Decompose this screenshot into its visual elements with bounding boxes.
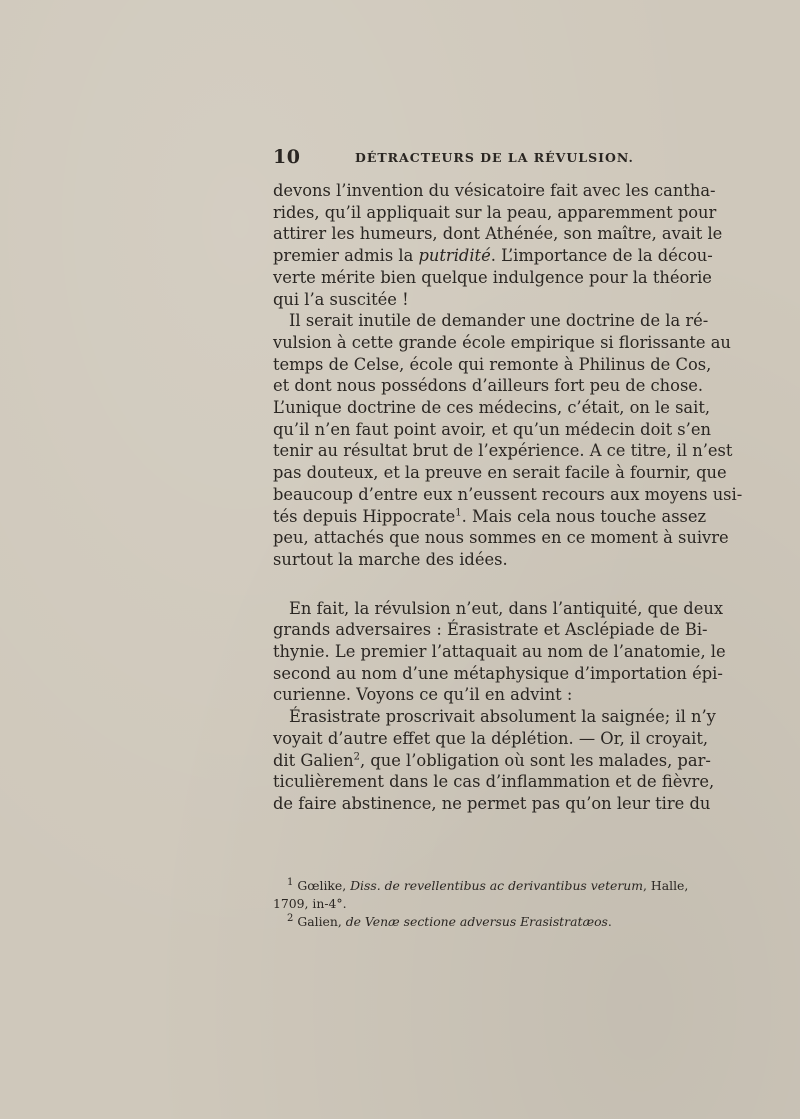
text-line: tenir au résultat brut de l’expérience. A ce titre, il n’est <box>273 441 733 461</box>
paragraph-2 <box>273 310 743 570</box>
text-line: voyait d’autre effet que la déplétion. — Or, il croyait, <box>273 728 709 748</box>
paragraph-4 <box>273 706 716 815</box>
text-fragment: . L’importance de la décou- <box>490 246 713 266</box>
text-line: peu, attachés que nous sommes en ce moment à suivre <box>273 528 729 548</box>
text-fragment: dit Galien <box>273 750 354 770</box>
text-line <box>273 506 707 528</box>
paragraph-1 <box>273 180 723 310</box>
text-line <box>273 245 713 267</box>
footnote-title: Diss. de revellentibus ac derivantibus veterum <box>350 878 644 893</box>
text-line: qu’il n’en faut point avoir, et qu’un médecin doit s’en <box>273 419 711 439</box>
text-line: curienne. Voyons ce qu’il en advint : <box>273 685 573 705</box>
paragraph-3 <box>273 598 726 707</box>
body-text <box>273 180 743 815</box>
text-line: beaucoup d’entre eux n’eussent recours aux moyens usi- <box>273 484 743 504</box>
footnote-ref-1[interactable]: 1 <box>455 507 462 519</box>
footnote-author: Gœlike, <box>297 878 351 893</box>
text-line: attirer les humeurs, dont Athénée, son maître, avait le <box>273 224 723 244</box>
text-line: ticulièrement dans le cas d’inflammation et de fièvre, <box>273 772 715 792</box>
footnote-text: , Halle, <box>643 878 689 893</box>
text-fragment: , que l’obligation où sont les malades, par- <box>359 750 711 770</box>
text-line: Il serait inutile de demander une doctrine de la ré- <box>289 311 709 331</box>
text-line: thynie. Le premier l’attaquait au nom de l’anatomie, le <box>273 642 726 662</box>
text-line: vulsion à cette grande école empirique si florissante au <box>273 332 731 352</box>
text-line: rides, qu’il appliquait sur la peau, apparemment pour <box>273 202 717 222</box>
text-fragment: tés depuis Hippocrate <box>273 506 456 526</box>
text-line: qui l’a suscitée ! <box>273 289 409 309</box>
text-line: pas douteux, et la preuve en serait facile à fournir, que <box>273 463 727 483</box>
footnotes <box>273 876 689 931</box>
footnote-marker: 2 <box>287 912 294 924</box>
text-fragment: premier admis la <box>273 246 419 266</box>
text-line: second au nom d’une métaphysique d’importation épi- <box>273 663 723 683</box>
footnote-text: . <box>607 914 612 929</box>
text-fragment: . Mais cela nous touche assez <box>461 506 707 526</box>
text-line: En fait, la révulsion n’eut, dans l’antiquité, que deux <box>289 598 724 618</box>
footnote-author: Galien, <box>297 914 346 929</box>
text-line: de faire abstinence, ne permet pas qu’on leur tire du <box>273 793 711 813</box>
footnote-2 <box>273 913 685 931</box>
footnote-1 <box>273 876 689 895</box>
footnote-marker: 1 <box>287 876 294 888</box>
running-head: DÉTRACTEURS DE LA RÉVULSION. <box>355 150 634 165</box>
text-line: surtout la marche des idées. <box>273 549 508 569</box>
text-line: verte mérite bien quelque indulgence pour la théorie <box>273 267 712 287</box>
text-line: L’unique doctrine de ces médecins, c’était, on le sait, <box>273 398 711 418</box>
text-line: et dont nous possédons d’ailleurs fort peu de chose. <box>273 376 704 396</box>
italic-term: putridité <box>418 246 491 266</box>
text-line: grands adversaires : Érasistrate et Asclépiade de Bi- <box>273 620 708 640</box>
footnote-ref-2[interactable]: 2 <box>353 751 360 763</box>
page-header <box>273 146 685 170</box>
text-line: temps de Celse, école qui remonte à Philinus de Cos, <box>273 354 712 374</box>
text-line: devons l’invention du vésicatoire fait avec les cantha- <box>273 181 716 200</box>
text-line <box>273 750 711 772</box>
page-number: 10 <box>273 146 301 168</box>
text-line: Érasistrate proscrivait absolument la saignée; il n’y <box>289 707 716 727</box>
footnote-title: de Venæ sectione adversus Erasistratæos <box>345 914 608 929</box>
footnote-1-continued: 1709, in-4°. <box>273 896 347 911</box>
